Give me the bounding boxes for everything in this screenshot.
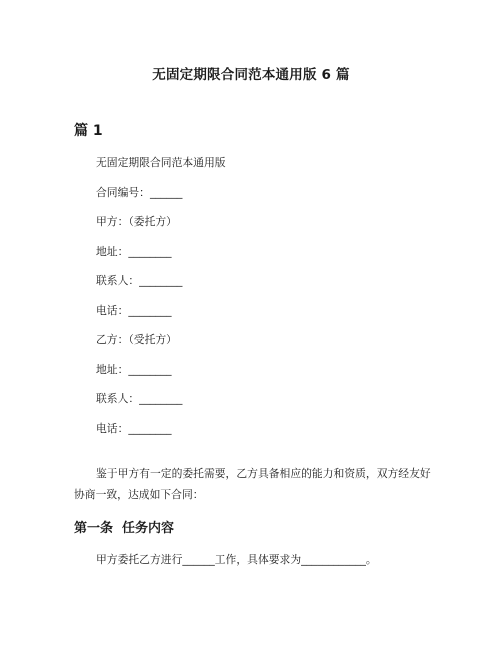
document-title: 无固定期限合同范本通用版 6 篇 — [152, 67, 350, 83]
party-a-phone-line: 电话：________ — [96, 303, 172, 317]
contract-number-line: 合同编号：______ — [96, 185, 183, 199]
party-b-contact-line: 联系人：________ — [96, 392, 183, 405]
party-b-address-line: 地址：________ — [96, 362, 172, 376]
contract-name-line: 无固定期限合同范本通用版 — [96, 156, 226, 169]
section-heading: 篇 1 — [74, 123, 103, 139]
party-b-line: 乙方：（受托方） — [96, 333, 177, 346]
party-a-address-line: 地址：________ — [96, 244, 172, 258]
article-heading: 第一条 任务内容 — [74, 521, 175, 536]
article-clause: 甲方委托乙方进行______工作，具体要求为____________。 — [96, 553, 377, 566]
intro-paragraph: 鉴于甲方有一定的委托需要，乙方具备相应的能力和资质，双方经友好协商一致，达成如下合同： — [74, 467, 431, 501]
party-a-contact-line: 联系人：________ — [96, 274, 183, 287]
party-a-line: 甲方：（委托方） — [96, 215, 177, 228]
party-b-phone-line: 电话：________ — [96, 421, 172, 435]
contract-header-lines — [96, 156, 436, 451]
